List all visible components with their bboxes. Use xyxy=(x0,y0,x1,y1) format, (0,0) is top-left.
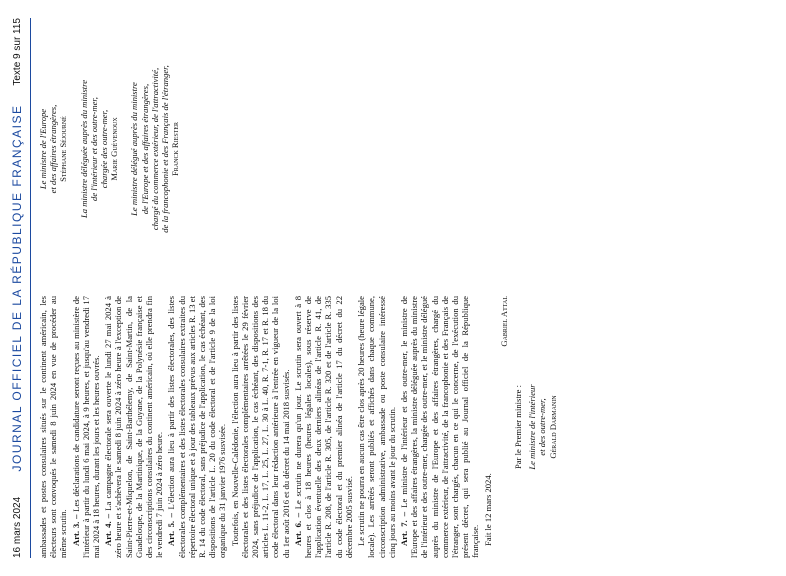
article-7-text: Le ministre de l'intérieur et des outre-mer, le ministre de l'Europe et des affaires étrangères, la ministre déléguée auprès du ministre de l'intérieur et des outre-mer, chargée des outre-mer, et le ministre délégué auprès du ministre de l'Europe et des affaires étrangères, chargé du commerce extérieur, de l'attractivité, de la francophonie et des Français de l'étranger, sont chargés, chacun en ce qui le concerne, de l'exécution du présent décret, qui sera publié au Journal officiel de la République française. xyxy=(398,296,481,558)
commerce-title-line-2: de l'Europe et des affaires étrangères, xyxy=(139,83,150,215)
article-6-paragraph-2: Le scrutin ne pourra en aucun cas être clos après 20 heures (heure légale locale). Les arrêtés seront publiés et affichés dans chaque commune, circonscription administrative, ambassade ou poste consulaire intéressé cinq jours au moins avant le jour du scrutin. xyxy=(356,296,397,558)
article-6-text: Le scrutin ne durera qu'un jour. Le scrutin sera ouvert à 8 heures et clos à 18 heures (heures légales locales), sous réserve de l'application éventuelle des deux derniers alinéas de l'article R. 41, de l'article R. 208, de l'article R. 305, de l'article R. 320 et de l'article R. 335 du code électoral et du premier alinéa de l'article 17 du décret du 22 décembre 2005 susvisé. xyxy=(292,296,354,558)
europe-name: Stéphane Séjourné xyxy=(58,116,69,182)
article-3-label: Art. 3. – xyxy=(70,514,81,546)
interior-name: Gérald Darmanin xyxy=(547,395,558,459)
commerce-name: Franck Riester xyxy=(170,122,181,176)
right-column xyxy=(38,18,180,280)
article-4-text: La campagne électorale sera ouverte le lundi 27 mai 2024 à zéro heure et s'achèvera le samedi 8 juin 2024 à zéro heure à l'exception de Saint-Pierre-et-Miquelon, de Saint-Barthélemy, de Saint-Martin, de la Guadeloupe, de la Martinique, de la Guyane, de la Polynésie française et des circonscriptions consulaires du continent américain, où elle prendra fin le vendredi 7 juin 2024 à zéro heure. xyxy=(103,296,165,558)
page-header xyxy=(10,18,26,558)
outremer-title-line-3: chargée des outre-mer, xyxy=(99,109,110,189)
signature-interior xyxy=(527,296,558,558)
signer-name: Gabriel Attal xyxy=(498,296,509,347)
article-7-label: Art. 7. – xyxy=(398,511,409,546)
signature-pm xyxy=(499,296,509,558)
paragraph-intro: ambassades et postes consulaires situés sur le continent américain, les électeurs sont convoqués le samedi 8 juin 2024 en vue de procéder au même scrutin. xyxy=(38,296,69,558)
article-5-paragraph-2: Toutefois, en Nouvelle-Calédonie, l'élection aura lieu à partir des listes électorales et des listes électorales complémentaires arrêtées le 29 février 2024, sans préjudice de l'application, le cas échéant, des dispositions des articles L. 11-2, L. 17, L. 25, L. 27, L. 30 à L. 40, R. 7-1, R. 17 et R. 18 du code électoral dans leur rédaction antérieure à l'entrée en vigueur de la loi du 1er août 2016 et du décret du 14 mai 2018 susvisés. xyxy=(229,296,291,558)
article-4 xyxy=(103,296,164,558)
header-date: 16 mars 2024 xyxy=(12,496,23,558)
article-6 xyxy=(293,296,354,558)
commerce-title-line-1: Le ministre délégué auprès du ministre xyxy=(129,82,140,216)
pm-intro: Par le Premier ministre : xyxy=(512,385,523,470)
article-5-label: Art. 5. – xyxy=(166,513,177,546)
europe-title-line-2: et des affaires étrangères, xyxy=(48,104,59,194)
header-rule xyxy=(30,18,31,558)
date-signed: Fait le 12 mars 2024. xyxy=(482,473,493,546)
article-5 xyxy=(166,296,227,558)
left-column xyxy=(38,296,558,558)
article-7 xyxy=(399,296,481,558)
signature-commerce xyxy=(129,18,180,280)
outremer-title-line-1: La ministre déléguée auprès du ministre xyxy=(78,79,89,219)
article-3 xyxy=(71,296,102,558)
article-6-label: Art. 6. – xyxy=(292,512,303,546)
outremer-name: Marie Guévenoux xyxy=(109,117,120,181)
article-3-text: Les déclarations de candidature seront reçues au ministère de l'intérieur à partir du lundi 6 mai 2024, à 9 heures, et jusqu'au vendredi 17 mai 2024 à 18 heures, durant les jours et les heures ouvrés. xyxy=(70,296,102,558)
article-4-label: Art. 4. – xyxy=(103,513,114,546)
page-counter: Texte 9 sur 115 xyxy=(12,18,23,86)
commerce-title-line-3: chargé du commerce extérieur, de l'attractivité, xyxy=(149,67,160,231)
interior-title-line-1: Le ministre de l'intérieur xyxy=(527,384,538,470)
europe-title-line-1: Le ministre de l'Europe xyxy=(38,108,48,190)
signature-europe xyxy=(38,18,69,280)
signature-outremer xyxy=(79,18,120,280)
commerce-title-line-4: de la francophonie et des Français de l'étranger, xyxy=(160,65,171,233)
outremer-title-line-2: de l'intérieur et des outre-mer, xyxy=(88,97,99,201)
journal-title: JOURNAL OFFICIEL DE LA RÉPUBLIQUE FRANÇAISE xyxy=(10,104,24,472)
article-5-text: L'élection aura lieu à partir des listes électorales, des listes électorales complémentaires et des listes électorales consulaires extraites du répertoire électoral unique et à jour des tableaux prévus aux articles R. 13 et R. 14 du code électoral, sans préjudice de l'application, le cas échéant, des dispositions de l'article L. 20 du code électoral et de l'article 9 de la loi organique du 31 janvier 1976 susvisée. xyxy=(166,296,228,558)
interior-title-line-2: et des outre-mer, xyxy=(537,398,548,456)
